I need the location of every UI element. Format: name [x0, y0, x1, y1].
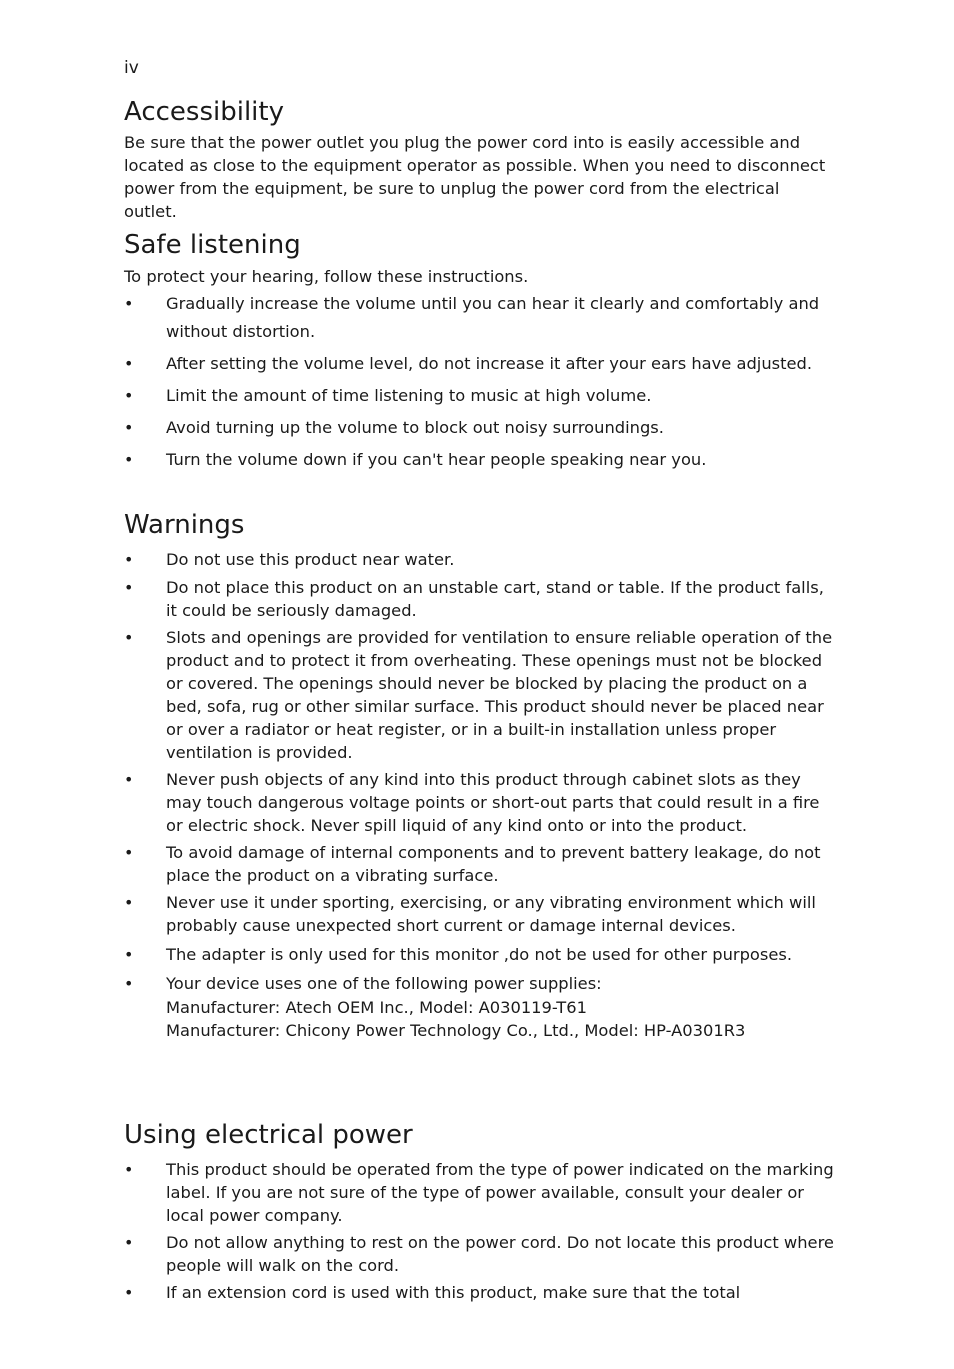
bullet-icon: • — [124, 550, 134, 569]
list-item: • After setting the volume level, do not increase it after your ears have adjusted. — [124, 350, 834, 378]
bullet-icon: • — [124, 843, 134, 862]
list-item: • Limit the amount of time listening to music at high volume. — [124, 382, 834, 410]
bullet-icon: • — [124, 294, 134, 313]
power-supply-1: Manufacturer: Atech OEM Inc., Model: A030119-T61 — [166, 998, 587, 1017]
safe-listening-list — [124, 290, 834, 474]
section-warnings — [124, 510, 834, 1042]
bullet-icon: • — [124, 1233, 134, 1252]
heading-warnings: Warnings — [124, 510, 245, 540]
section-electrical-power — [124, 1120, 834, 1304]
list-item: • Never push objects of any kind into this product through cabinet slots as they may touch dangerous voltage points or short-out parts that could result in a fire or electric shock. Never spill liquid of any kind onto or into the product. — [124, 770, 820, 835]
list-item-power-supplies: • Your device uses one of the following power supplies: Manufacturer: Atech OEM Inc., Model: A030119-T61 Manufacturer: Chicony Power Technology Co., Ltd., Model: HP-A0301R3 — [124, 972, 834, 1042]
bullet-icon: • — [124, 1283, 134, 1302]
safe-listening-intro: To protect your hearing, follow these instructions. — [124, 267, 529, 286]
bullet-icon: • — [124, 1160, 134, 1179]
list-item: • The adapter is only used for this monitor ,do not be used for other purposes. — [124, 945, 793, 964]
bullet-icon: • — [124, 893, 134, 912]
section-safe-listening — [124, 230, 834, 474]
list-item: • Do not use this product near water. — [124, 550, 455, 569]
power-supply-2: Manufacturer: Chicony Power Technology Co., Ltd., Model: HP-A0301R3 — [166, 1021, 746, 1040]
list-item: • Do not place this product on an unstable cart, stand or table. If the product falls, it could be seriously damaged. — [124, 578, 824, 620]
list-item: • Slots and openings are provided for ventilation to ensure reliable operation of the product and to protect it from overheating. These openings must not be blocked or covered. The openings should never be blocked by placing the product on a bed, sofa, rug or other similar surface. This product should never be placed near or over a radiator or heat register, or in a built-in installation unless proper ventilation is provided. — [124, 628, 833, 762]
list-item: • This product should be operated from the type of power indicated on the marking label. If you are not sure of the type of power available, consult your dealer or local power company. — [124, 1160, 834, 1225]
heading-accessibility: Accessibility — [124, 97, 284, 127]
bullet-icon: • — [124, 578, 134, 597]
bullet-icon: • — [124, 628, 134, 647]
bullet-icon: • — [124, 974, 134, 993]
list-item: • Turn the volume down if you can't hear people speaking near you. — [124, 446, 834, 474]
bullet-icon: • — [124, 418, 134, 437]
bullet-icon: • — [124, 450, 134, 469]
heading-electrical-power: Using electrical power — [124, 1120, 413, 1150]
warnings-list — [124, 548, 834, 1042]
electrical-power-list — [124, 1158, 834, 1304]
bullet-icon: • — [124, 770, 134, 789]
list-item: • If an extension cord is used with this product, make sure that the total — [124, 1283, 741, 1302]
list-item: • To avoid damage of internal components and to prevent battery leakage, do not place the product on a vibrating surface. — [124, 843, 821, 885]
list-item: • Do not allow anything to rest on the power cord. Do not locate this product where people will walk on the cord. — [124, 1233, 834, 1275]
list-item: • Avoid turning up the volume to block out noisy surroundings. — [124, 414, 834, 442]
heading-safe-listening: Safe listening — [124, 230, 301, 260]
list-item: • Never use it under sporting, exercising, or any vibrating environment which will probably cause unexpected short current or damage internal devices. — [124, 893, 816, 935]
bullet-icon: • — [124, 386, 134, 405]
accessibility-body: Be sure that the power outlet you plug the power cord into is easily accessible and located as close to the equipment operator as possible. When you need to disconnect power from the equipment, be sure to unplug the power cord from the electrical outlet. — [124, 133, 826, 221]
page-number: iv — [124, 58, 139, 78]
bullet-icon: • — [124, 945, 134, 964]
section-accessibility — [124, 97, 834, 223]
bullet-icon: • — [124, 354, 134, 373]
list-item: • Gradually increase the volume until you can hear it clearly and comfortably and without distortion. — [124, 290, 834, 346]
